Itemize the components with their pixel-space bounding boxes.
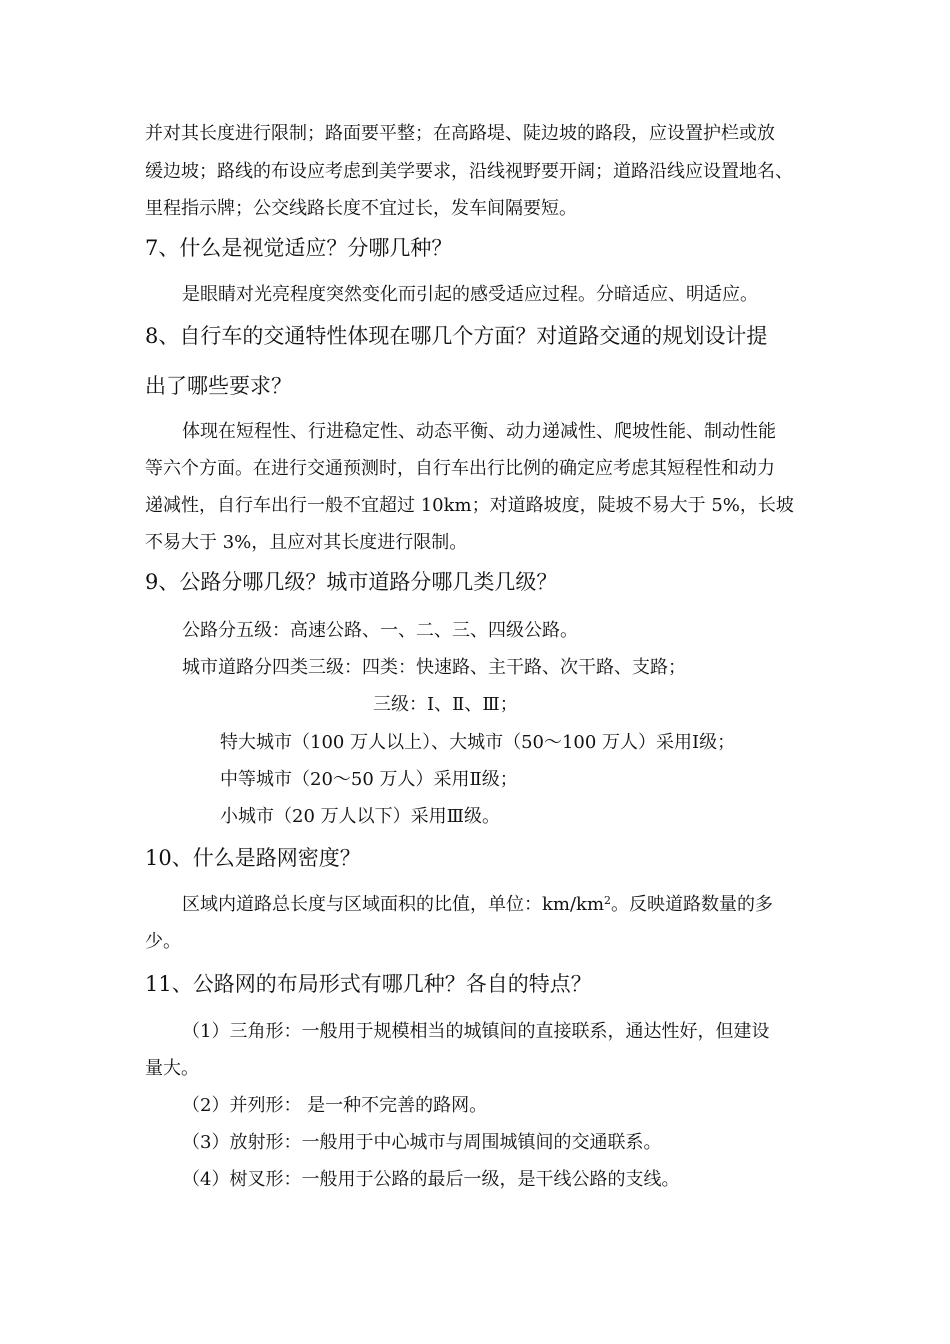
continued-paragraph-line-1: 并对其长度进行限制；路面要平整；在高路堤、陡边坡的路段，应设置护栏或放 (145, 123, 775, 144)
question-9-answer-line-2: 城市道路分四类三级：四类：快速路、主干路、次干路、支路； (182, 657, 686, 678)
question-7-heading: 7、什么是视觉适应？分哪几种？ (145, 236, 453, 260)
continued-paragraph-line-3: 里程指示牌；公交线路长度不宜过长，发车间隔要短。 (145, 198, 577, 219)
unit-superscript: 2 (604, 894, 612, 907)
question-11-answer-line-3: （2）并列形： 是一种不完善的路网。 (182, 1095, 488, 1116)
question-11-heading: 11、公路网的布局形式有哪几种？各自的特点？ (145, 972, 592, 996)
question-8-answer-line-3: 递减性，自行车出行一般不宜超过 10km；对道路坡度，陡坡不易大于 5%，长坡 (145, 495, 794, 516)
question-10-heading: 10、什么是路网密度？ (145, 846, 361, 870)
question-10-answer-line-1 (182, 893, 773, 917)
question-9-answer-line-6: 小城市（20 万人以下）采用Ⅲ级。 (220, 806, 500, 827)
question-11-answer-line-5: （4）树叉形：一般用于公路的最后一级，是干线公路的支线。 (182, 1169, 680, 1190)
question-8-answer-line-4: 不易大于 3%，且应对其长度进行限制。 (145, 532, 468, 553)
question-9-heading: 9、公路分哪几级？城市道路分哪几类几级？ (145, 570, 558, 594)
question-9-answer-line-1: 公路分五级：高速公路、一、二、三、四级公路。 (182, 620, 578, 641)
question-9-answer-line-4: 特大城市（100 万人以上）、大城市（50～100 万人）采用Ⅰ级； (220, 732, 736, 753)
question-8-heading-line-2: 出了哪些要求？ (145, 374, 292, 398)
question-8-answer-line-2: 等六个方面。在进行交通预测时，自行车出行比例的确定应考虑其短程性和动力 (145, 458, 775, 479)
continued-paragraph-line-2: 缓边坡；路线的布设应考虑到美学要求，沿线视野要开阔；道路沿线应设置地名、 (145, 161, 793, 182)
question-7-answer: 是眼睛对光亮程度突然变化而引起的感受适应过程。分暗适应、明适应。 (182, 284, 758, 305)
question-10-answer-text-continued: 。反映道路数量的多 (611, 894, 774, 915)
question-8-answer-line-1: 体现在短程性、行进稳定性、动态平衡、动力递减性、爬坡性能、制动性能 (182, 421, 776, 442)
question-11-answer-line-1: （1）三角形：一般用于规模相当的城镇间的直接联系，通达性好，但建设 (182, 1021, 770, 1042)
question-11-answer-line-4: （3）放射形：一般用于中心城市与周围城镇间的交通联系。 (182, 1132, 662, 1153)
question-10-answer-text: 区域内道路总长度与区域面积的比值，单位：km/km (182, 894, 605, 915)
question-9-answer-line-3: 三级：Ⅰ、Ⅱ、Ⅲ； (373, 694, 518, 715)
question-11-answer-line-2: 量大。 (145, 1058, 199, 1079)
question-10-answer-line-2: 少。 (145, 931, 181, 952)
question-8-heading-line-1: 8、自行车的交通特性体现在哪几个方面？对道路交通的规划设计提 (145, 324, 768, 348)
question-9-answer-line-5: 中等城市（20～50 万人）采用Ⅱ级； (220, 769, 518, 790)
